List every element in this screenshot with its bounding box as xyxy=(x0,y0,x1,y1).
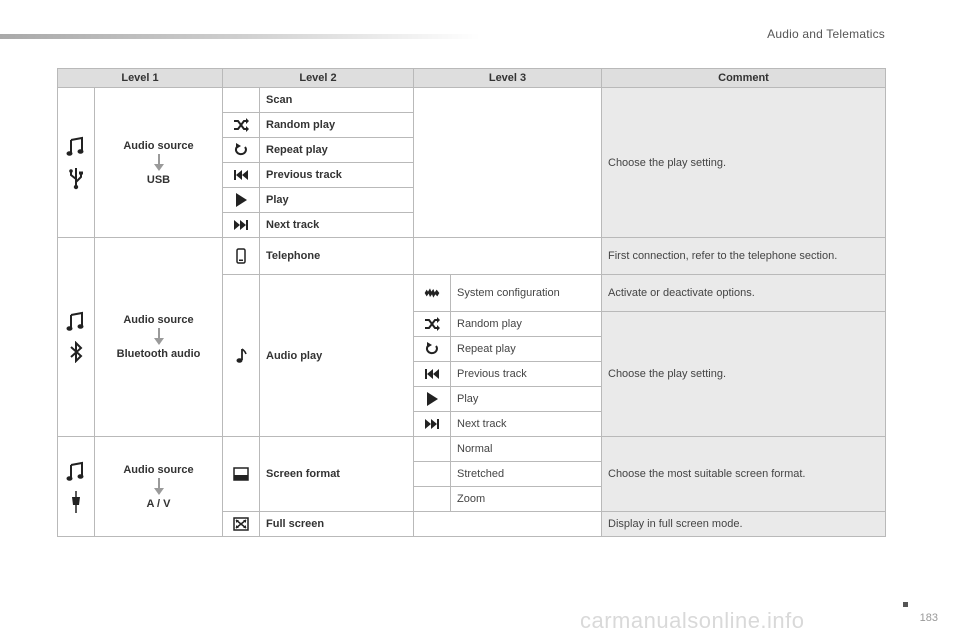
level1-title: Audio source xyxy=(123,314,194,326)
level3-label: Repeat play xyxy=(451,337,602,362)
level1-cell-bluetooth xyxy=(95,238,223,437)
level2-icon-cell xyxy=(223,275,260,437)
level1-subtitle: USB xyxy=(146,173,171,186)
level3-icon-cell xyxy=(414,487,451,512)
level3-icon-cell xyxy=(414,387,451,412)
music-note-single-icon xyxy=(233,348,249,364)
play-icon xyxy=(233,192,249,208)
level2-icon-cell xyxy=(223,113,260,138)
level2-label: Audio play xyxy=(260,275,414,437)
table-row xyxy=(58,238,886,275)
level3-label: Zoom xyxy=(451,487,602,512)
level2-icon-cell xyxy=(223,163,260,188)
level2-label: Play xyxy=(260,188,414,213)
table-row xyxy=(58,437,886,462)
comment-cell: Display in full screen mode. xyxy=(602,512,886,537)
level3-empty xyxy=(414,238,602,275)
level3-label: Random play xyxy=(451,312,602,337)
system-config-icon xyxy=(424,285,440,301)
av-plug-icon xyxy=(70,491,82,513)
level2-label: Repeat play xyxy=(260,138,414,163)
level1-title: Audio source xyxy=(123,139,194,152)
level2-label: Screen format xyxy=(260,437,414,512)
shuffle-icon xyxy=(233,117,249,133)
level3-label: Normal xyxy=(451,437,602,462)
level2-label: Telephone xyxy=(260,238,414,275)
level2-icon-cell xyxy=(223,188,260,213)
comment-cell: Choose the play setting. xyxy=(602,88,886,238)
comment-cell: Choose the play setting. xyxy=(602,312,886,437)
level2-icon-cell xyxy=(223,512,260,537)
level1-subtitle: Bluetooth audio xyxy=(116,348,201,360)
level2-label: Next track xyxy=(260,213,414,238)
play-icon xyxy=(424,391,440,407)
music-note-icon xyxy=(66,461,86,483)
level2-label: Scan xyxy=(260,88,414,113)
column-header-level3: Level 3 xyxy=(414,69,602,88)
shuffle-icon xyxy=(424,316,440,332)
level3-icon-cell xyxy=(414,337,451,362)
level2-label: Full screen xyxy=(260,512,414,537)
page-number: 183 xyxy=(919,612,938,624)
level3-label: Previous track xyxy=(451,362,602,387)
next-track-icon xyxy=(424,416,440,432)
level1-cell-av xyxy=(95,437,223,537)
full-screen-icon xyxy=(233,516,249,532)
source-icons-usb xyxy=(58,88,95,238)
section-title: Audio and Telematics xyxy=(767,27,885,41)
arrow-down-icon xyxy=(153,328,165,346)
arrow-down-icon xyxy=(153,478,165,496)
bluetooth-icon xyxy=(69,341,83,363)
level3-label: Next track xyxy=(451,412,602,437)
level3-icon-cell xyxy=(414,362,451,387)
level2-icon-cell xyxy=(223,238,260,275)
page-marker xyxy=(903,602,908,607)
level3-label: Stretched xyxy=(451,462,602,487)
source-icons-av xyxy=(58,437,95,537)
next-track-icon xyxy=(233,217,249,233)
level3-empty xyxy=(414,88,602,238)
level3-icon-cell xyxy=(414,462,451,487)
music-note-icon xyxy=(66,136,86,158)
music-note-icon xyxy=(66,311,86,333)
level3-icon-cell xyxy=(414,437,451,462)
level2-icon-cell xyxy=(223,213,260,238)
usb-icon xyxy=(69,166,83,190)
level1-cell-usb xyxy=(95,88,223,238)
menu-reference-table xyxy=(57,68,886,537)
previous-track-icon xyxy=(233,167,249,183)
level3-label: Play xyxy=(451,387,602,412)
watermark: carmanualsonline.info xyxy=(580,608,805,633)
arrow-down-icon xyxy=(153,154,165,172)
level1-title: Audio source xyxy=(123,463,194,476)
repeat-icon xyxy=(233,142,249,158)
repeat-icon xyxy=(424,341,440,357)
column-header-comment: Comment xyxy=(602,69,886,88)
level3-empty xyxy=(414,512,602,537)
previous-track-icon xyxy=(424,366,440,382)
table-row xyxy=(58,88,886,113)
table-header-row xyxy=(58,69,886,88)
level2-icon-cell xyxy=(223,437,260,512)
level1-subtitle: A / V xyxy=(146,497,171,510)
phone-icon xyxy=(233,248,249,264)
level3-icon-cell xyxy=(414,275,451,312)
screen-format-icon xyxy=(233,466,249,482)
level3-label: System configuration xyxy=(451,275,602,312)
comment-cell: Choose the most suitable screen format. xyxy=(602,437,886,512)
level2-icon-cell xyxy=(223,138,260,163)
column-header-level1: Level 1 xyxy=(58,69,223,88)
source-icons-bluetooth xyxy=(58,238,95,437)
column-header-level2: Level 2 xyxy=(223,69,414,88)
level2-label: Random play xyxy=(260,113,414,138)
header-rule xyxy=(0,34,480,39)
comment-cell: First connection, refer to the telephone section. xyxy=(602,238,886,275)
level3-icon-cell xyxy=(414,312,451,337)
level3-icon-cell xyxy=(414,412,451,437)
comment-cell: Activate or deactivate options. xyxy=(602,275,886,312)
level2-icon-cell xyxy=(223,88,260,113)
level2-label: Previous track xyxy=(260,163,414,188)
